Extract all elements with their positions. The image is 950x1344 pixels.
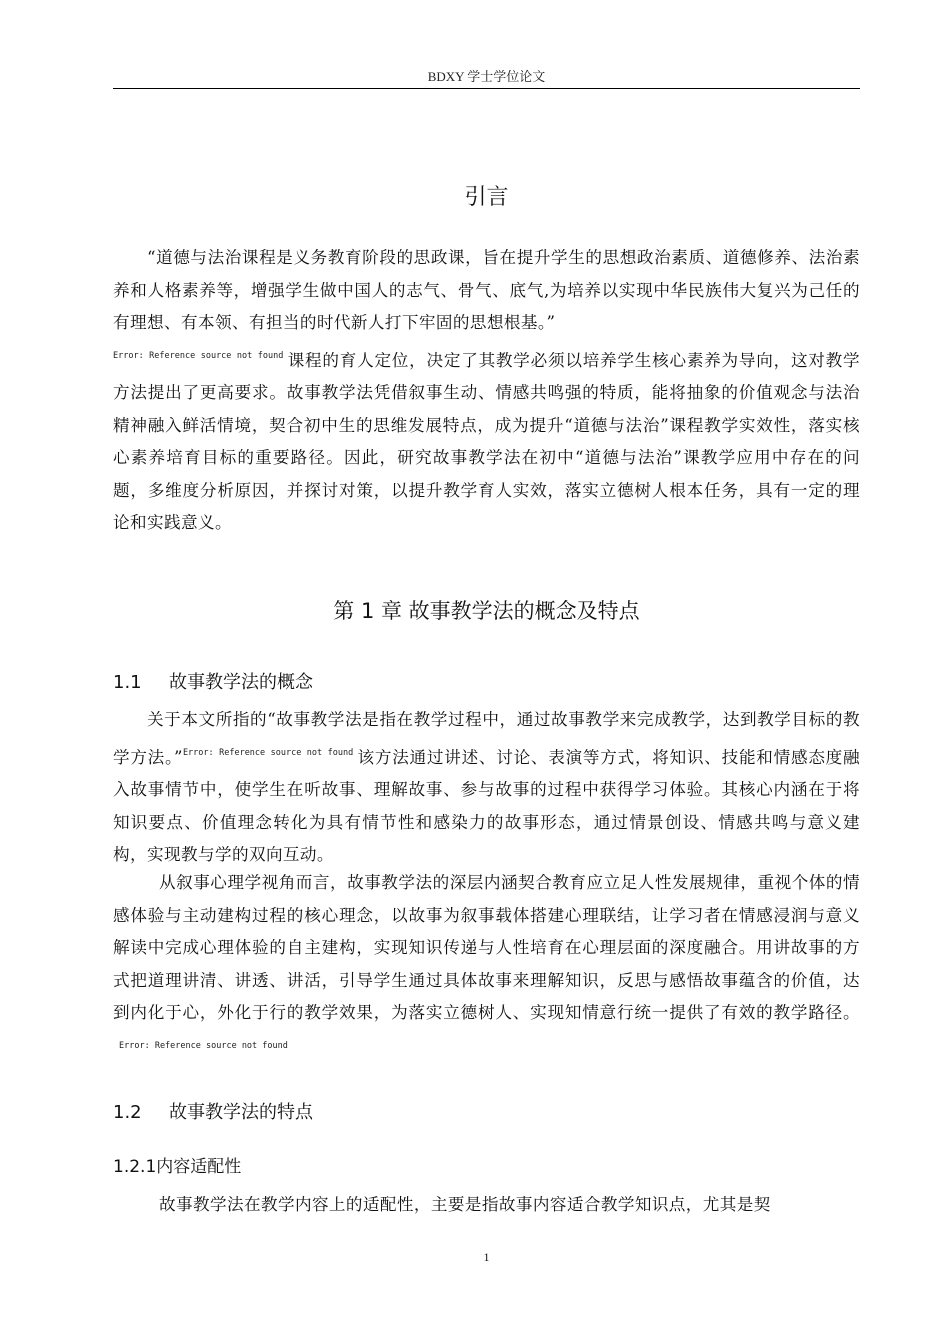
concept-paragraph-1	[113, 704, 860, 872]
section-heading-1-1	[113, 668, 313, 694]
section-title: 故事教学法的概念	[169, 672, 313, 693]
header-rule	[113, 88, 860, 89]
intro-paragraph	[113, 242, 860, 540]
section-heading-1-2	[113, 1098, 313, 1124]
section-number: 1.1	[113, 672, 142, 693]
intro-text-b: 课程的育人定位，决定了其教学必须以培养学生核心素养为导向，这对教学方法提出了更高要求。故事教学法凭借叙事生动、情感共鸣强的特质，能将抽象的价值观念与法治精神融入鲜活情境，契合初中生的思维发展特点，成为提升“道德与法治”课程教学实效性，落实核心素养培育目标的重要路径。因此，研究故事教学法在初中“道德与法治”课教学应用中存在的问题，多维度分析原因，并探讨对策，以提升教学育人实效，落实立德树人根本任务，具有一定的理论和实践意义。	[113, 350, 860, 532]
adaptability-text: 故事教学法在教学内容上的适配性，主要是指故事内容适合教学知识点，尤其是契	[159, 1195, 771, 1214]
concept-text-2: 从叙事心理学视角而言，故事教学法的深层内涵契合教育应立足人性发展规律，重视个体的情感体验与主动建构过程的核心理念，以故事为叙事载体搭建心理联结，让学习者在情感浸润与意义解读中完成心理体验的自主建构，实现知识传递与人性培育在心理层面的深度融合。用讲故事的方式把道理讲清、讲透、讲活，引导学生通过具体故事来理解知识，反思与感悟故事蕴含的价值，达到内化于心，外化于行的教学效果，为落实立德树人、实现知情意行统一提供了有效的教学路径。	[113, 873, 860, 1022]
section-number: 1.2	[113, 1102, 142, 1123]
concept-text-a: 关于本文所指的“故事教学法是指在教学过程中，通过故事教学来完成教学，达到教学目标的教学方法。”	[113, 710, 860, 767]
page-number: 1	[483, 1250, 490, 1264]
chapter-title: 第 1 章 故事教学法的概念及特点	[333, 599, 640, 623]
section-title: 故事教学法的特点	[169, 1102, 313, 1123]
adaptability-paragraph	[113, 1189, 860, 1222]
concept-paragraph-2	[113, 867, 860, 1067]
intro-text-a: “道德与法治课程是义务教育阶段的思政课，旨在提升学生的思想政治素质、道德修养、法治素养和人格素养等，增强学生做中国人的志气、骨气、底气,为培养以实现中华民族伟大复兴为己任的有理想、有本领、有担当的时代新人打下牢固的思想根基。”	[113, 248, 860, 332]
running-header: BDXY 学士学位论文	[427, 69, 546, 84]
concept-text-b: 该方法通过讲述、讨论、表演等方式，将知识、技能和情感态度融入故事情节中，使学生在听故事、理解故事、参与故事的过程中获得学习体验。其核心内涵在于将知识要点、价值理念转化为具有情节性和感染力的故事形态，通过情景创设、情感共鸣与意义建构，实现教与学的双向互动。	[113, 747, 860, 864]
reference-error: Error: Reference source not found	[119, 1040, 288, 1051]
reference-error: Error: Reference source not found	[113, 350, 284, 361]
subsection-heading-1-2-1	[113, 1152, 241, 1177]
intro-title: 引言	[464, 185, 509, 210]
subsection-number: 1.2.1	[113, 1157, 157, 1177]
reference-error: Error: Reference source not found	[182, 747, 354, 758]
subsection-title: 内容适配性	[156, 1157, 242, 1177]
